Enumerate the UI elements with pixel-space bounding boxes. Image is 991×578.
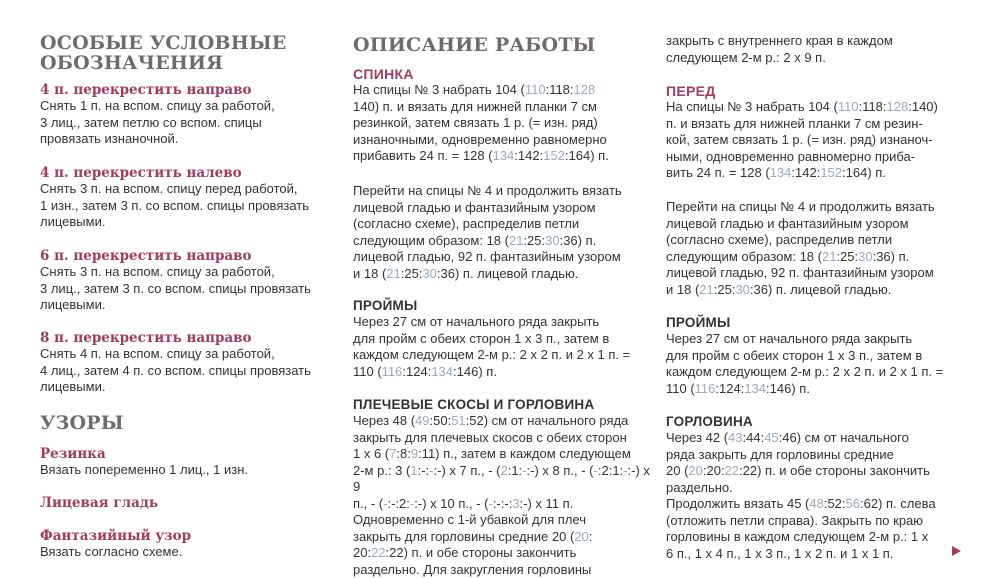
legend-item [40, 165, 309, 231]
front-armholes-text: Через 27 см от начального ряда закрыть для пройм с обеих сторон 1 х 3 п., затем в каждом следующем 2-м р.: 2 х 2 п. и 2 х 1 п. = 110 (116:124:134:146) п. [666, 331, 944, 396]
size-variant-value: 21 [821, 248, 837, 264]
size-variant-value: - [429, 462, 434, 478]
size-variant-value: 134 [744, 380, 767, 396]
size-variant-value: 9 [410, 446, 419, 461]
size-variant-value: 116 [381, 363, 403, 379]
patterns-title: УЗОРЫ [40, 412, 124, 434]
front-title: ПЕРЕД [666, 83, 716, 99]
pattern-item [40, 495, 158, 511]
front-paragraph-2: Перейти на спицы № 4 и продолжить вязать лицевой гладью и фантазийным узором (согласно схеме), распределив петли следующим образом: 18 (21:25:30:36) п. лицевой гладью, 92 п. фантазийным узором и 18 (21:25:30:36) п. лицевой гладью. [666, 199, 935, 297]
size-variant-value: 152 [543, 148, 565, 163]
size-variant-value: - [593, 462, 598, 478]
size-variant-value: 30 [858, 248, 873, 264]
back-paragraph-2: Перейти на спицы № 4 и продолжить вязать лицевой гладью и фантазийным узором (согласно схеме), распределив петли следующим образом: 18 (21:25:30:36) п. лицевой гладью, 92 п. фантазийным узором и 18 (21:25:30:36) п. лицевой гладью. [353, 183, 622, 281]
size-variant-value: 56 [845, 496, 860, 511]
size-variant-value: 152 [820, 165, 843, 180]
size-variant-value: 30 [545, 232, 560, 248]
size-variant-value: 45 [764, 430, 779, 445]
size-variant-value: - [383, 495, 388, 511]
size-variant-value: 51 [451, 413, 466, 428]
legend-item-heading: 6 п. перекрестить направо [40, 248, 252, 264]
size-variant-value: 20 [574, 528, 589, 544]
legend-item-heading: 8 п. перекрестить направо [40, 330, 252, 346]
size-variant-value: 128 [886, 99, 909, 114]
legend-item [40, 82, 275, 148]
description-title: ОПИСАНИЕ РАБОТЫ [353, 34, 596, 56]
back-title: СПИНКА [353, 66, 414, 82]
legend-item [40, 330, 311, 396]
size-variant-value: 49 [415, 413, 430, 428]
size-variant-value: 20 [688, 463, 703, 478]
size-variant-value: - [488, 495, 493, 511]
shoulders-title: ПЛЕЧЕВЫЕ СКОСЫ И ГОРЛОВИНА [353, 397, 595, 412]
front-paragraph-1: На спицы № 3 набрать 104 (110:118:128:140) п. и вязать для нижней планки 7 см резин- кой, затем связать 1 р. (= изн. ряд) изнаноч- ными, одновременно равномерно приба- вить 24 п. = 128 (134:142:152:164) п. [666, 99, 938, 180]
size-variant-value: 110 [837, 99, 859, 114]
size-variant-value: 21 [699, 281, 714, 297]
continued-text: закрыть с внутреннего края в каждом следующем 2-м р.: 2 х 9 п. [666, 33, 893, 65]
legend-item-text: Снять 3 п. на вспом. спицу за работой, 3 лиц., затем 3 п. со вспом. спицы провязать лицевыми. [40, 264, 311, 312]
size-variant-value: 134 [769, 165, 792, 180]
next-page-arrow-icon [952, 546, 961, 556]
size-variant-value: 116 [694, 380, 716, 396]
neck-title: ГОРЛОВИНА [666, 414, 753, 429]
size-variant-value: 22 [371, 545, 386, 560]
size-variant-value: - [623, 462, 628, 478]
legend-item-text: Снять 3 п. на вспом. спицу перед работой, 1 изн., затем 3 п. со вспом. спицы провязать лицевыми. [40, 181, 309, 229]
size-variant-value: 48 [809, 496, 824, 511]
size-variant-value: 22 [724, 463, 740, 478]
pattern-item-heading: Лицевая гладь [40, 495, 159, 511]
legend-item-heading: 4 п. перекрестить налево [40, 165, 242, 181]
size-variant-value: 110 [524, 82, 546, 97]
shoulders-text: Через 48 (49:50:51:52) см от начального ряда закрыть для плечевых скосов с обеих сторон 1 х 6 (7:8:9:11) п., затем в каждом следующем 2-м р.: 3 (1:-:-:-) х 7 п., - (2:1:-:-) х 8 п., - (-:2:1:-:-) х 9 п., - (-:-:2:-:-) х 10 п., - (-:-:-:3:-) х 11 п. Одновременно с 1-й убавкой для плеч закрыть для горловины средние 20 (20: 20:22:22) п. и обе стороны закончить раздельно. Для закругления горловины [353, 413, 650, 577]
front-armholes-title: ПРОЙМЫ [666, 315, 731, 330]
size-variant-value: 128 [573, 82, 596, 97]
size-variant-value: 7 [389, 446, 397, 461]
legend-item-heading: 4 п. перекрестить направо [40, 82, 252, 98]
pattern-item [40, 446, 248, 479]
back-armholes-text: Через 27 см от начального ряда закрыть для пройм с обеих сторон 1 х 3 п., затем в каждом следующем 2-м р.: 2 х 2 п. и 2 х 1 п. = 110 (116:124:134:146) п. [353, 314, 631, 379]
pattern-item-heading: Резинка [40, 446, 106, 462]
size-variant-value: 43 [728, 430, 743, 445]
legend-item [40, 248, 311, 314]
legend-item-text: Снять 4 п. на вспом. спицу за работой, 4 лиц., затем 4 п. со вспом. спицы провязать лицевыми. [40, 346, 311, 394]
size-variant-value: 3 [512, 495, 520, 511]
pattern-item [40, 528, 191, 561]
pattern-item-heading: Фантазийный узор [40, 528, 192, 544]
size-variant-value: 1 [410, 462, 418, 478]
size-variant-value: 2 [500, 462, 508, 478]
size-variant-value: - [522, 462, 527, 478]
pattern-item-text: Вязать согласно схеме. [40, 544, 183, 559]
back-armholes-title: ПРОЙМЫ [353, 298, 418, 313]
size-variant-value: 134 [431, 363, 454, 379]
neck-text: Через 42 (43:44:45:46) см от начального ряда закрыть для горловины средние 20 (20:20:22:22) п. и обе стороны закончить раздельно. Продолжить вязать 45 (48:52:56:62) п. слева (отложить петли справа). Закрыть по краю горловины в каждом следующем 2-м р.: 1 х 6 п., 1 х 4 п., 1 х 3 п., 1 х 2 п. и 1 х 1 п. [666, 430, 936, 561]
size-variant-value: 21 [508, 232, 524, 248]
size-variant-value: 134 [492, 148, 515, 163]
legend-item-text: Снять 1 п. на вспом. спицу за работой, 3 лиц., затем петлю со вспом. спицы провязать изнаночной. [40, 98, 275, 146]
back-paragraph-1: На спицы № 3 набрать 104 (110:118:128 140) п. и вязать для нижней планки 7 см резинкой, затем связать 1 р. (= изн. ряд) изнаночными, одновременно равномерно прибавить 24 п. = 128 (134:142:152:164) п. [353, 82, 609, 163]
size-variant-value: - [409, 495, 415, 511]
legend-title: ОСОБЫЕ УСЛОВНЫЕ ОБОЗНАЧЕНИЯ [40, 32, 287, 74]
size-variant-value: 30 [735, 281, 750, 297]
pattern-item-text: Вязать попеременно 1 лиц., 1 изн. [40, 462, 248, 477]
size-variant-value: 30 [422, 265, 437, 281]
size-variant-value: 21 [386, 265, 401, 281]
